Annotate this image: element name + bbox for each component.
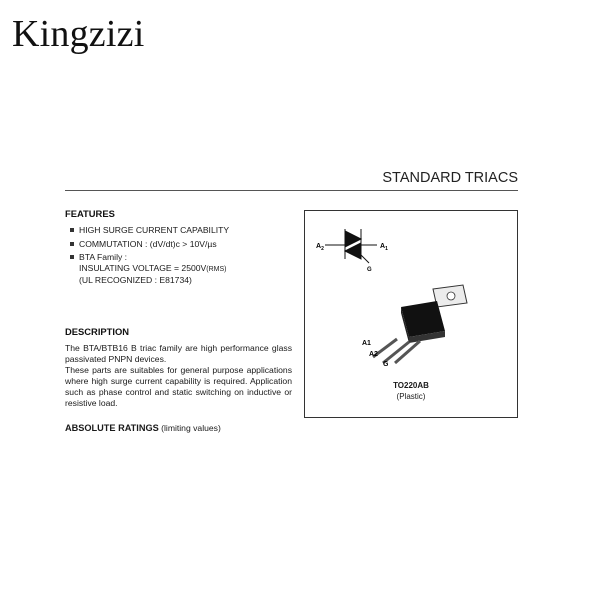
description-paragraph: These parts are suitables for general purpose applications where high surge current capability is required. Application such as phase control and static switching on inductive or resistive load. [65, 365, 292, 408]
feature-item-bta-family [70, 252, 300, 286]
pin-label-a2: A2 [369, 351, 378, 358]
document-header [65, 170, 518, 191]
description-paragraph: The BTA/BTB16 B triac family are high performance glass passivated PNPN devices. [65, 343, 292, 364]
description-heading: DESCRIPTION [65, 326, 130, 337]
pin-label-a1: A1 [362, 340, 371, 347]
symbol-label-a2: $A_2$ [316, 243, 324, 252]
features-heading: FEATURES [65, 208, 115, 219]
package-name: TO220AB [393, 381, 429, 390]
pin-label-g: G [383, 361, 389, 368]
symbol-label-a1: $A_1$ [380, 243, 388, 252]
insulating-voltage-line: INSULATING VOLTAGE = 2500V(RMS) [79, 262, 227, 273]
absolute-ratings-heading: ABSOLUTE RATINGS [65, 423, 159, 433]
description-text [65, 343, 292, 409]
features-list [70, 225, 300, 289]
document-title: STANDARD TRIACS [382, 170, 518, 186]
symbol-label-g: G [367, 267, 372, 273]
feature-item: HIGH SURGE CURRENT CAPABILITY [70, 225, 300, 236]
brand-logo-text: Kingzizi [12, 13, 145, 55]
package-type: (Plastic) [396, 392, 426, 401]
to220-package [373, 285, 467, 363]
absolute-ratings-note: (limiting values) [161, 423, 221, 433]
family-line: BTA Family : [79, 252, 128, 262]
triac-symbol [325, 229, 377, 263]
absolute-ratings-line [65, 423, 221, 433]
feature-item: COMMUTATION : (dV/dt)c > 10V/µs [70, 239, 300, 250]
package-figure-box [304, 210, 518, 418]
ul-recognized-line: (UL RECOGNIZED : E81734) [79, 275, 192, 285]
